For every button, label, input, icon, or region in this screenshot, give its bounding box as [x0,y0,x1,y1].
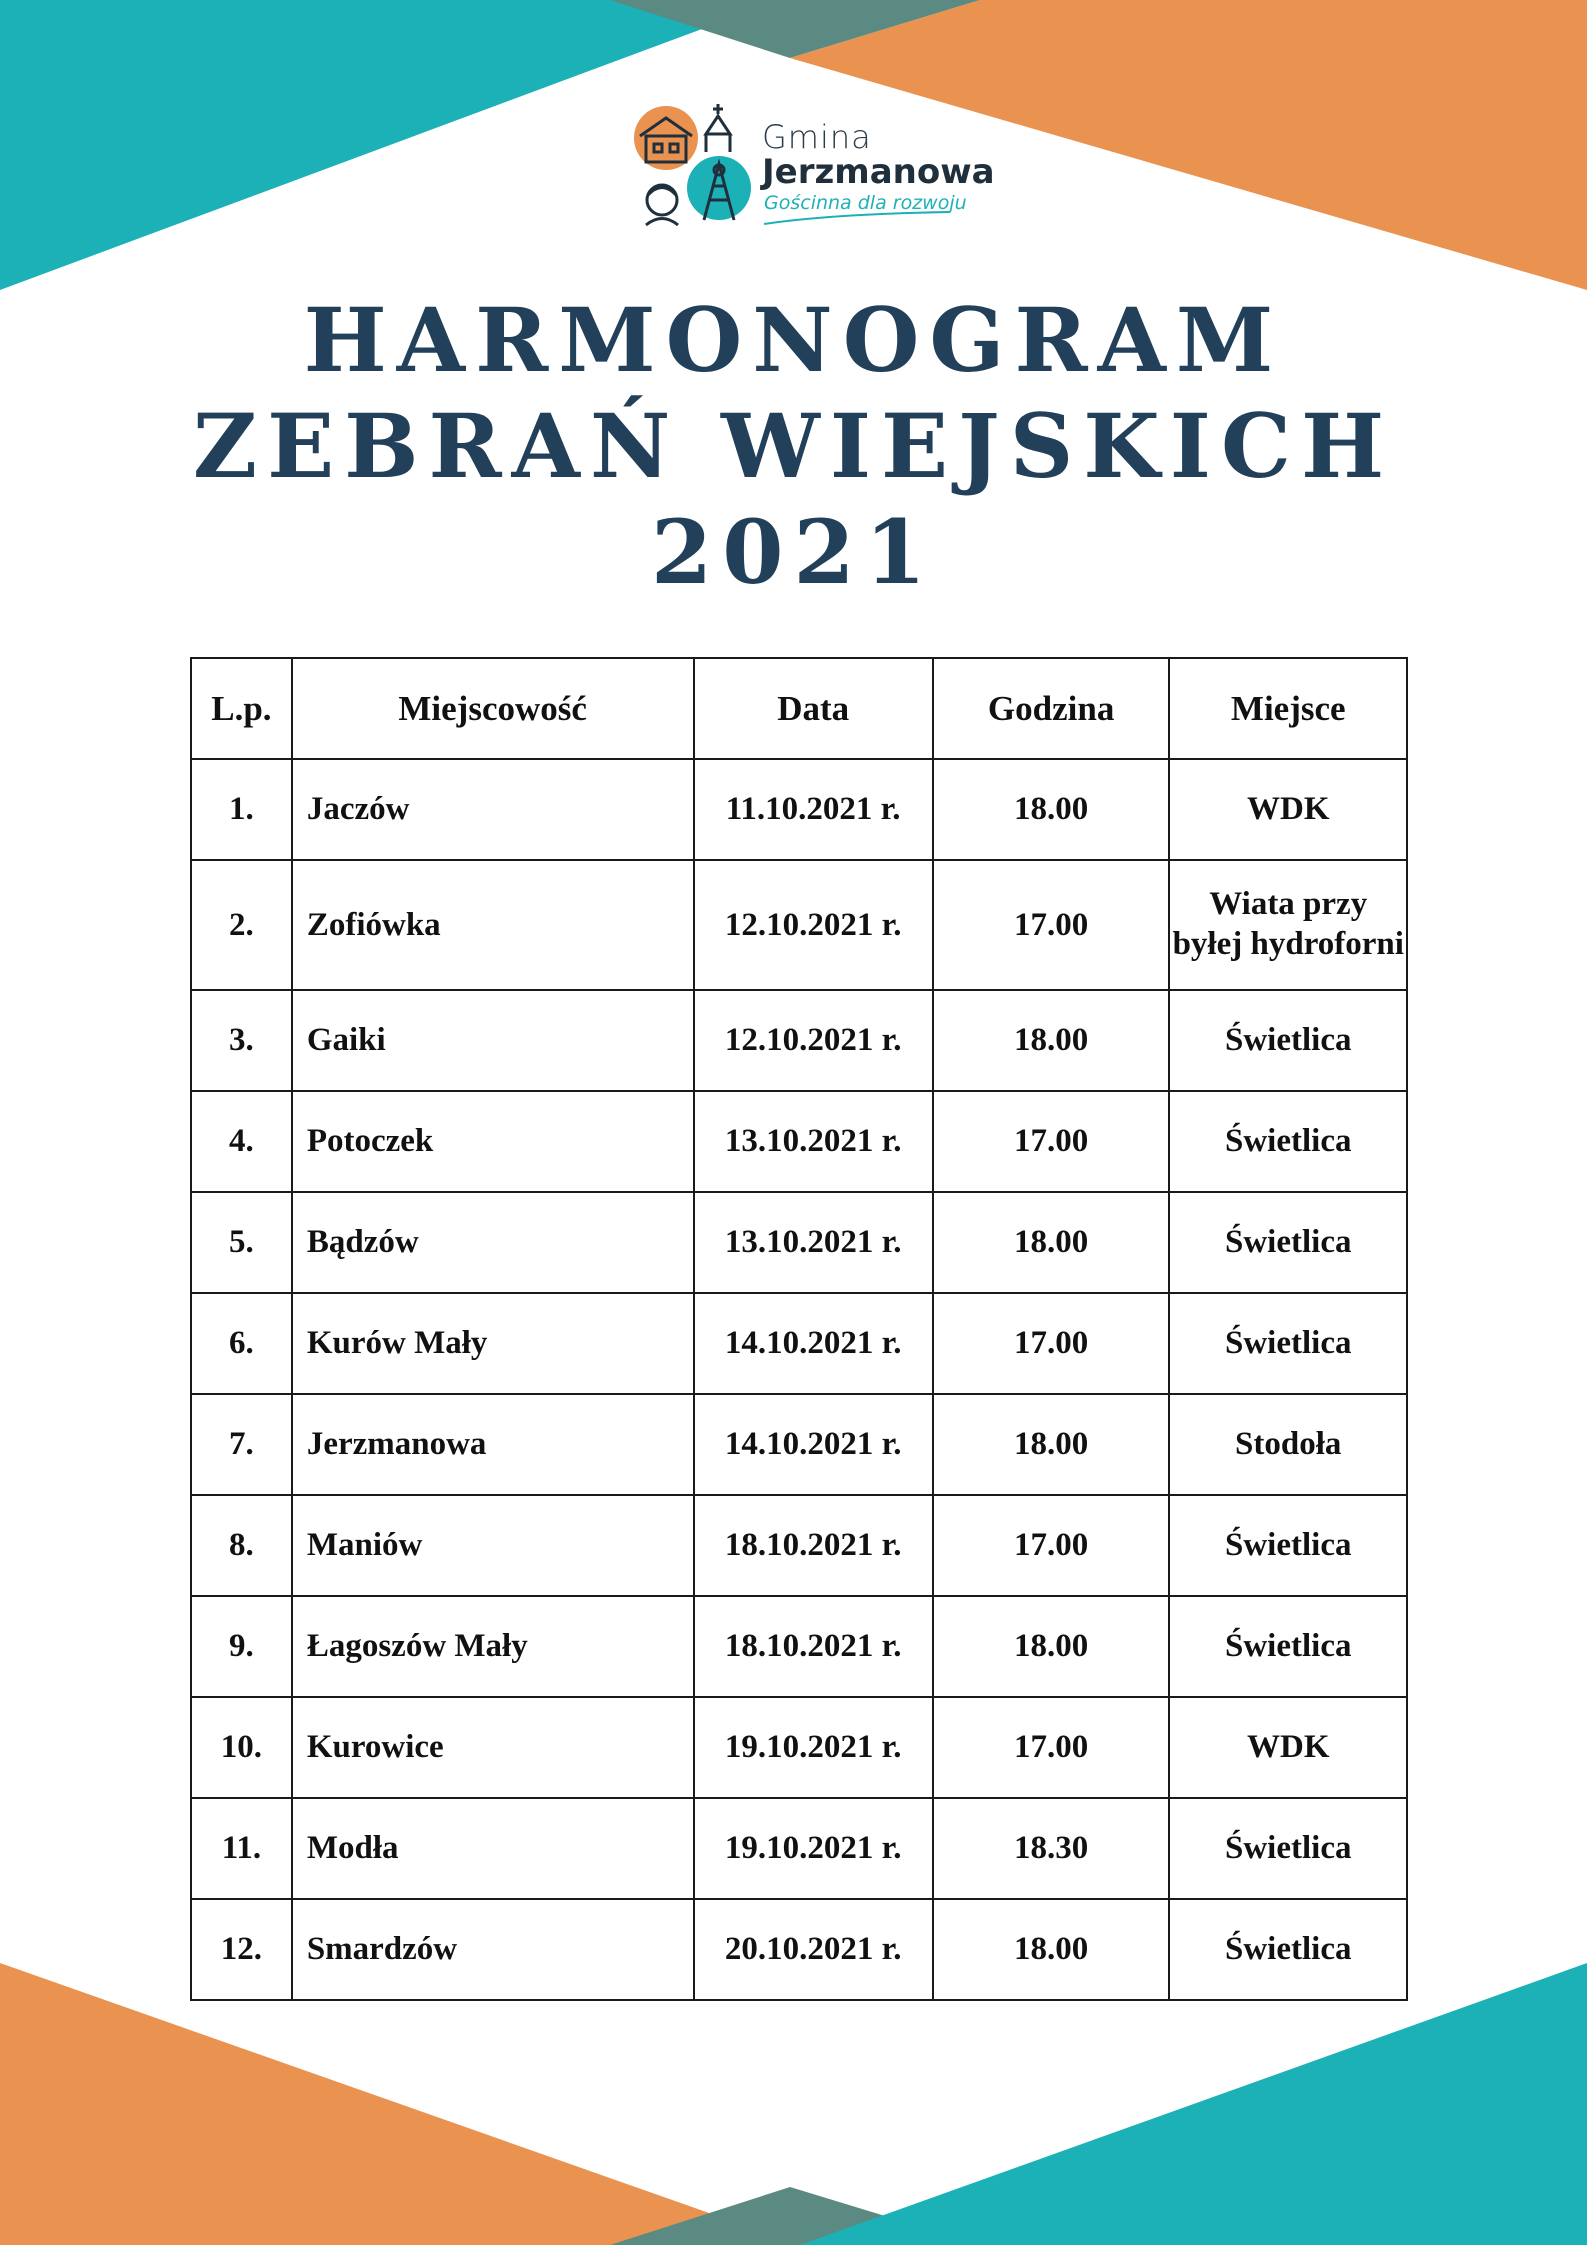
header-miejsce: Miejsce [1169,658,1407,759]
cell-miejscowosc: Kurowice [292,1697,694,1798]
page-title-line-3: 2021 [651,500,936,604]
cell-godzina: 17.00 [933,860,1170,990]
table-row [191,1192,1407,1293]
logo-text-gmina: Gmina [762,118,872,156]
cell-godzina: 18.00 [933,1394,1170,1495]
cell-data: 19.10.2021 r. [694,1798,933,1899]
header-godzina: Godzina [933,658,1170,759]
cell-godzina: 18.00 [933,1899,1170,2000]
cell-godzina: 17.00 [933,1697,1170,1798]
table-row [191,1697,1407,1798]
cell-lp: 11. [191,1798,292,1899]
cell-data: 14.10.2021 r. [694,1394,933,1495]
cell-lp: 10. [191,1697,292,1798]
table-row [191,759,1407,860]
cell-godzina: 18.00 [933,1192,1170,1293]
table-row [191,1091,1407,1192]
cell-miejsce: Świetlica [1169,1798,1407,1899]
cell-miejscowosc: Jerzmanowa [292,1394,694,1495]
cell-godzina: 17.00 [933,1293,1170,1394]
cell-godzina: 18.00 [933,1596,1170,1697]
cell-miejsce: Świetlica [1169,990,1407,1091]
cell-lp: 5. [191,1192,292,1293]
cell-godzina: 18.30 [933,1798,1170,1899]
page-title-line-2: ZEBRAŃ WIEJSKICH [192,394,1395,498]
table-row [191,860,1407,990]
cell-lp: 2. [191,860,292,990]
page-title-line-1: HARMONOGRAM [303,288,1284,392]
cell-miejsce: Świetlica [1169,1293,1407,1394]
header-lp: L.p. [191,658,292,759]
cell-godzina: 17.00 [933,1091,1170,1192]
logo-tagline: Gościnna dla rozwoju [764,192,967,214]
cell-miejsce: Stodoła [1169,1394,1407,1495]
cell-miejscowosc: Smardzów [292,1899,694,2000]
cell-lp: 6. [191,1293,292,1394]
header-data: Data [694,658,933,759]
table-row [191,990,1407,1091]
cell-miejscowosc: Jaczów [292,759,694,860]
cell-miejscowosc: Zofiówka [292,860,694,990]
table-row [191,1293,1407,1394]
cell-data: 13.10.2021 r. [694,1091,933,1192]
cell-data: 18.10.2021 r. [694,1495,933,1596]
cell-data: 14.10.2021 r. [694,1293,933,1394]
cell-lp: 3. [191,990,292,1091]
cell-data: 11.10.2021 r. [694,759,933,860]
cell-miejsce: WDK [1169,1697,1407,1798]
cell-miejscowosc: Potoczek [292,1091,694,1192]
cell-lp: 7. [191,1394,292,1495]
cell-miejscowosc: Bądzów [292,1192,694,1293]
cell-lp: 12. [191,1899,292,2000]
table-row [191,1596,1407,1697]
logo-text-name: Jerzmanowa [762,152,995,192]
schedule-table [190,657,1408,2001]
cell-data: 12.10.2021 r. [694,990,933,1091]
cell-miejsce: WDK [1169,759,1407,860]
cell-data: 12.10.2021 r. [694,860,933,990]
cell-data: 19.10.2021 r. [694,1697,933,1798]
cell-miejsce: Wiata przy byłej hydroforni [1169,860,1407,990]
cell-miejsce: Świetlica [1169,1596,1407,1697]
cell-godzina: 18.00 [933,759,1170,860]
cell-miejsce: Świetlica [1169,1899,1407,2000]
cell-miejsce: Świetlica [1169,1192,1407,1293]
cell-miejsce: Świetlica [1169,1091,1407,1192]
cell-miejscowosc: Modła [292,1798,694,1899]
cell-godzina: 17.00 [933,1495,1170,1596]
cell-lp: 8. [191,1495,292,1596]
cell-data: 20.10.2021 r. [694,1899,933,2000]
cell-miejscowosc: Maniów [292,1495,694,1596]
cell-data: 18.10.2021 r. [694,1596,933,1697]
cell-lp: 9. [191,1596,292,1697]
bottom-right-teal-triangle [800,1963,1587,2245]
cell-lp: 4. [191,1091,292,1192]
header-miejscowosc: Miejscowość [292,658,694,759]
cell-data: 13.10.2021 r. [694,1192,933,1293]
cell-miejscowosc: Łagoszów Mały [292,1596,694,1697]
cell-lp: 1. [191,759,292,860]
table-row [191,1798,1407,1899]
cell-godzina: 18.00 [933,990,1170,1091]
table-row [191,1495,1407,1596]
cell-miejscowosc: Gaiki [292,990,694,1091]
table-row [191,1394,1407,1495]
table-row [191,1899,1407,2000]
table-header-row [191,658,1407,759]
cell-miejsce: Świetlica [1169,1495,1407,1596]
cell-miejscowosc: Kurów Mały [292,1293,694,1394]
bottom-left-orange-triangle [0,1963,800,2245]
